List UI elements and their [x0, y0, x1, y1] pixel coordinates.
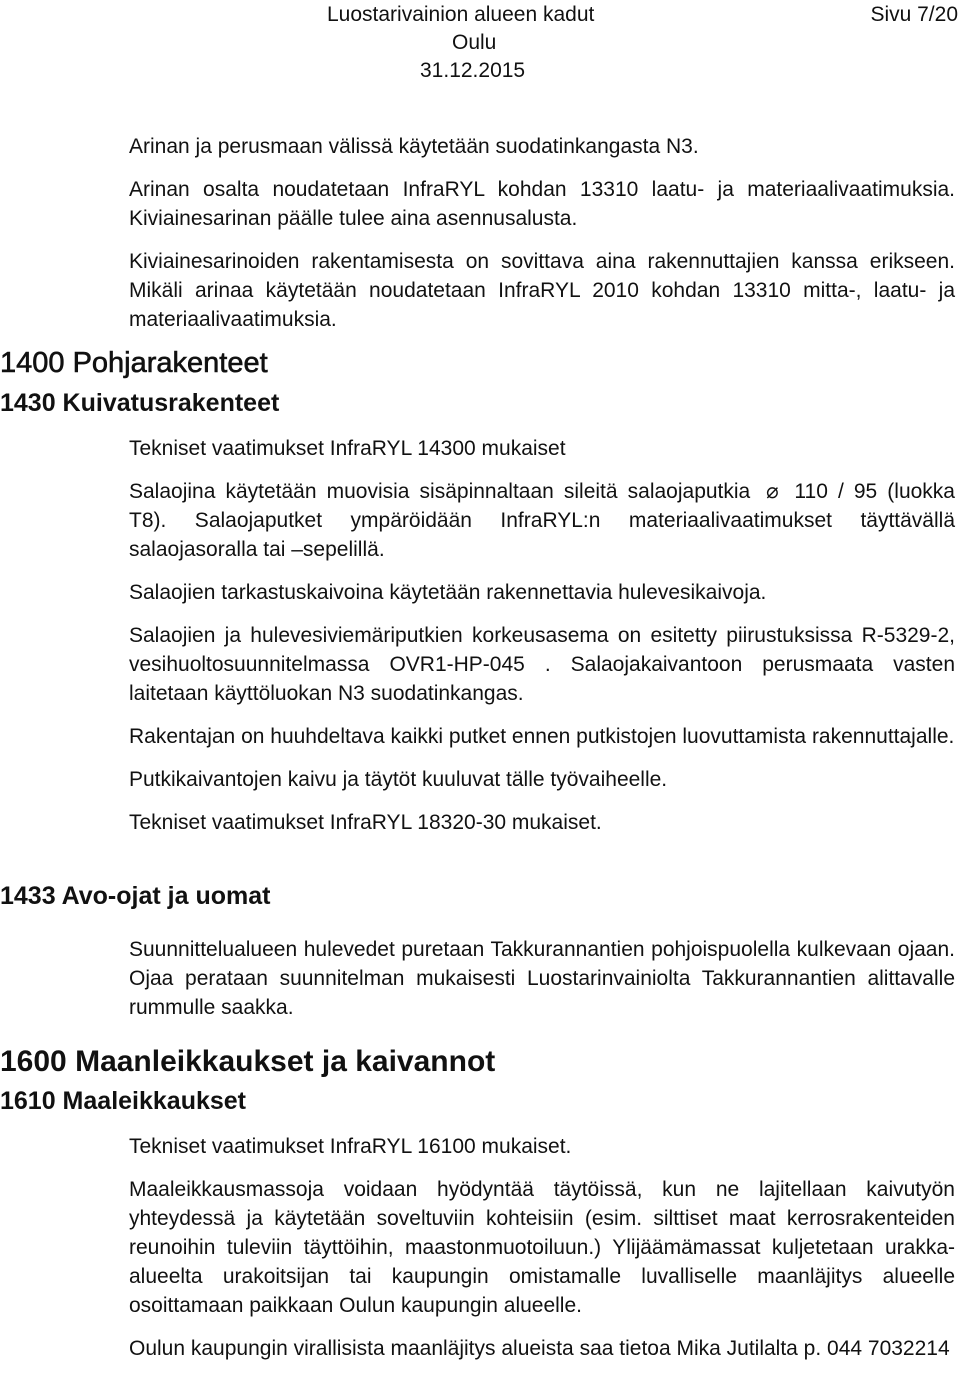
section-heading-1610: 1610 Maaleikkaukset	[0, 1087, 247, 1115]
trench-paragraph: Putkikaivantojen kaivu ja täytöt kuuluvat tälle työvaiheelle.	[129, 768, 668, 791]
intro-paragraph-2: Arinan osalta noudatetaan InfraRYL kohdan 13310 laatu- ja materiaalivaatimuksia. Kiviainesarinan päälle tulee aina asennusalusta.	[129, 178, 955, 230]
inspection-wells-paragraph: Salaojien tarkastuskaivoina käytetään rakennettavia hulevesikaivoja.	[129, 581, 767, 604]
drainage-pipes-paragraph	[129, 477, 955, 564]
diameter-icon: ⌀	[765, 480, 779, 503]
pipe-requirements-paragraph: Tekniset vaatimukset InfraRYL 18320-30 mukaiset.	[129, 811, 602, 834]
page-number: Sivu 7/20	[870, 3, 958, 26]
document-title: Luostarivainion alueen kadut	[327, 3, 595, 26]
excavation-requirements: Tekniset vaatimukset InfraRYL 16100 mukaiset.	[129, 1135, 572, 1158]
drainage-pipes-text-start: Salaojina käytetään muovisia sisäpinnaltaan sileitä salaojaputkia	[129, 480, 751, 503]
section-heading-1600: 1600 Maanleikkaukset ja kaivannot	[0, 1045, 496, 1078]
excavation-masses-paragraph: Maaleikkausmassoja voidaan hyödyntää täytöissä, kun ne lajitellaan kaivutyön yhteydessä ja käytetään soveltuviin kohteisiin (esim. silttiset maat kerrosrakenteiden reunoihin tuleviin täyttöihin, maastonmuotoiluun.) Ylijäämämassat kuljetetaan urakka-alueelta urakoitsijan tai kaupungin omistamalle luvalliselle maanläjitys alueelle osoittamaan paikkaan Oulun kaupungin alueelle.	[129, 1178, 955, 1317]
section-heading-1433: 1433 Avo-ojat ja uomat	[0, 882, 271, 910]
page-header	[0, 0, 960, 90]
document-city: Oulu	[452, 31, 497, 54]
section-heading-1400: 1400 Pohjarakenteet	[0, 347, 268, 379]
elevation-paragraph: Salaojien ja hulevesiviemäriputkien korkeusasema on esitetty piirustuksissa R-5329-2, vesihuoltosuunnitelmassa OVR1-HP-045 . Salaojakaivantoon perusmaata vasten laitetaan käyttöluokan N3 suodatinkangas.	[129, 624, 955, 705]
document-date: 31.12.2015	[420, 59, 526, 82]
document-body	[0, 132, 960, 1363]
flushing-paragraph: Rakentajan on huuhdeltava kaikki putket ennen putkistojen luovuttamista rakennuttajalle.	[129, 725, 955, 748]
intro-paragraph-1: Arinan ja perusmaan välissä käytetään suodatinkangasta N3.	[129, 135, 699, 158]
intro-paragraph-3: Kiviainesarinoiden rakentamisesta on sovittava aina rakennuttajien kanssa erikseen. Mikäli arinaa käytetään noudatetaan InfraRYL 2010 kohdan 13310 mitta-, laatu- ja materiaalivaatimuksia.	[129, 250, 955, 331]
stormwater-paragraph: Suunnittelualueen hulevedet puretaan Takkurannantien pohjoispuolella kulkevaan ojaan. Ojaa perataan suunnitelman mukaisesti Luostarinvainiolta Takkurannantien alittavalle rummulle saakka.	[129, 938, 955, 1019]
section-heading-1430: 1430 Kuivatusrakenteet	[0, 389, 280, 417]
disposal-contact-paragraph: Oulun kaupungin virallisista maanläjitys alueista saa tietoa Mika Jutilalta p. 044 7032214	[129, 1337, 950, 1360]
drainage-pipes-text-end: 110 / 95 (luokka T8). Salaojaputket ympäröidään InfraRYL:n materiaalivaatimukset täyttävällä salaojasoralla tai –sepelillä.	[129, 480, 955, 561]
drainage-requirements: Tekniset vaatimukset InfraRYL 14300 mukaiset	[129, 437, 566, 460]
